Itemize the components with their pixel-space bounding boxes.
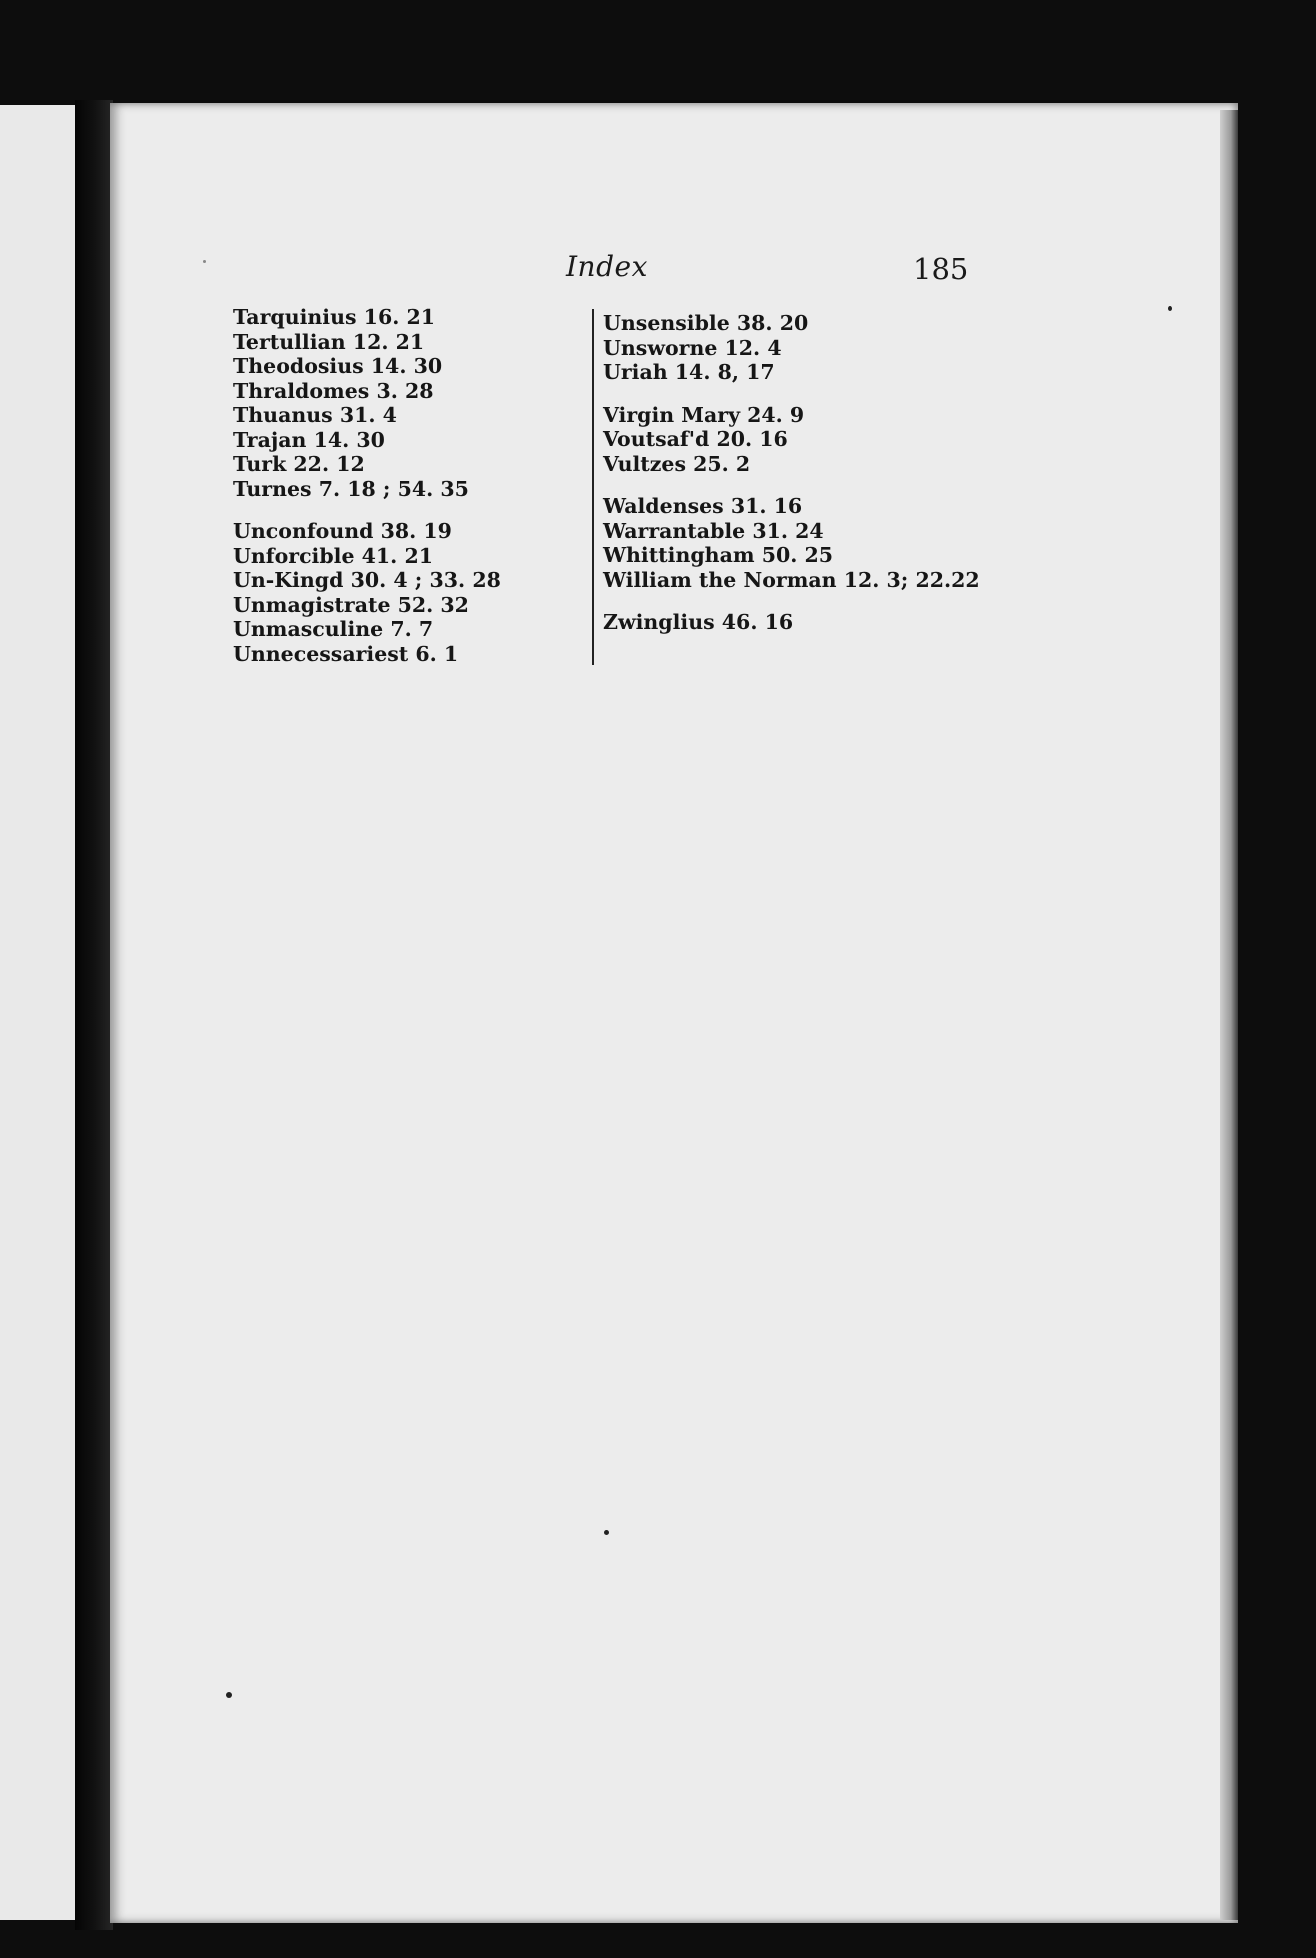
index-column-left <box>233 305 583 666</box>
book-gutter <box>75 100 113 1930</box>
index-entry: Un-Kingd 30. 4 ; 33. 28 <box>233 568 501 592</box>
index-entry: Unconfound 38. 19 <box>233 519 452 543</box>
index-entry: Unsworne 12. 4 <box>603 335 782 360</box>
index-group-gap <box>603 476 983 494</box>
index-entry: Thraldomes 3. 28 <box>233 378 434 403</box>
index-entry: Unsensible 38. 20 <box>603 311 809 335</box>
running-head: Index <box>566 250 648 283</box>
index-entry: Turnes 7. 18 ; 54. 35 <box>233 476 469 501</box>
page-edge-shadow <box>1220 110 1238 1920</box>
index-entry: Unnecessariest 6. 1 <box>233 641 459 666</box>
index-entry: Thuanus 31. 4 <box>233 403 397 427</box>
index-entry: Theodosius 14. 30 <box>233 354 443 378</box>
index-entry: Unforcible 41. 21 <box>233 543 433 568</box>
index-entry: Tarquinius 16. 21 <box>233 305 436 329</box>
scan-speck <box>604 1530 609 1535</box>
index-entry: Trajan 14. 30 <box>233 427 385 452</box>
scan-speck <box>1168 306 1172 311</box>
index-column-right <box>603 311 983 635</box>
index-entry: Turk 22. 12 <box>233 452 365 476</box>
facing-page-edge <box>0 105 75 1920</box>
index-entry: William the Norman 12. 3; 22.22 <box>603 567 980 592</box>
index-group-gap <box>603 385 983 403</box>
scan-speck <box>226 1692 232 1698</box>
index-entry: Unmasculine 7. 7 <box>233 617 434 641</box>
index-entry: Tertullian 12. 21 <box>233 329 425 354</box>
index-group-gap <box>603 592 983 610</box>
scan-speck <box>203 260 206 263</box>
index-group-gap <box>233 501 583 519</box>
index-entry: Warrantable 31. 24 <box>603 518 824 543</box>
index-entry: Unmagistrate 52. 32 <box>233 592 469 617</box>
index-entry: Voutsaf'd 20. 16 <box>603 427 788 451</box>
index-entry: Uriah 14. 8, 17 <box>603 360 775 384</box>
index-entry: Zwinglius 46. 16 <box>603 610 794 634</box>
index-entry: Virgin Mary 24. 9 <box>603 402 805 427</box>
page-number: 185 <box>913 252 969 286</box>
index-entry: Whittingham 50. 25 <box>603 543 834 567</box>
index-entry: Vultzes 25. 2 <box>603 451 751 476</box>
index-entry: Waldenses 31. 16 <box>603 494 803 518</box>
column-divider <box>592 309 594 665</box>
